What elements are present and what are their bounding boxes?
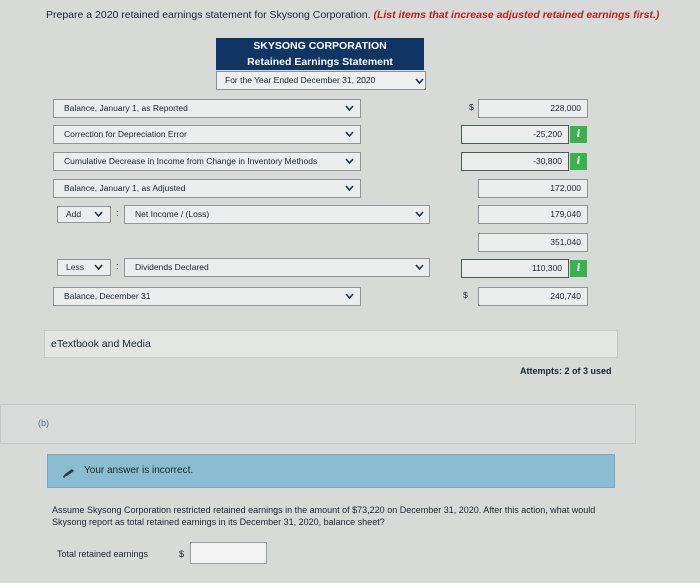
attempts-counter: Attempts: 2 of 3 used bbox=[520, 366, 612, 376]
etextbook-media-label: eTextbook and Media bbox=[51, 338, 151, 350]
row-2-amount-input[interactable] bbox=[461, 125, 569, 144]
colon-separator: : bbox=[116, 208, 119, 218]
instructions-text: Prepare a 2020 retained earnings statement for Skysong Corporation. bbox=[46, 9, 371, 21]
colon-separator: : bbox=[116, 261, 119, 271]
chevron-down-icon bbox=[415, 210, 423, 218]
chevron-down-icon bbox=[345, 104, 353, 112]
chevron-down-icon bbox=[345, 292, 353, 300]
pencil-icon bbox=[62, 465, 76, 483]
row-4-label-select[interactable] bbox=[53, 179, 361, 198]
row-2-label: Correction for Depreciation Error bbox=[64, 129, 187, 139]
less-operator-value: Less bbox=[66, 262, 84, 272]
chevron-down-icon bbox=[415, 77, 423, 85]
feedback-banner bbox=[47, 454, 615, 488]
row-5-amount-input[interactable] bbox=[478, 205, 588, 224]
period-select[interactable] bbox=[216, 71, 426, 90]
row-3-label-select[interactable] bbox=[53, 152, 361, 171]
row-1-label: Balance, January 1, as Reported bbox=[64, 103, 188, 113]
row-5-label: Net Income / (Loss) bbox=[135, 209, 210, 219]
chevron-down-icon bbox=[345, 157, 353, 165]
period-select-value: For the Year Ended December 31, 2020 bbox=[225, 75, 376, 85]
row-5-label-select[interactable] bbox=[124, 205, 430, 224]
row-1-label-select[interactable] bbox=[53, 99, 361, 118]
row-3-amount-input[interactable] bbox=[461, 152, 569, 171]
row-8-amount-input[interactable] bbox=[478, 287, 588, 306]
chevron-down-icon bbox=[415, 263, 423, 271]
row-7-label: Dividends Declared bbox=[135, 262, 209, 272]
row-1-dollar: $ bbox=[469, 102, 474, 112]
part-b-question: Assume Skysong Corporation restricted retained earnings in the amount of $73,220 on December 31, 2020. After this action, what would Skysong report as total retained earnings in its December 31, 2020, balance sheet? bbox=[52, 505, 596, 527]
subtotal-input[interactable] bbox=[478, 233, 588, 252]
instructions bbox=[46, 9, 659, 21]
row-8-label: Balance, December 31 bbox=[64, 291, 151, 301]
part-b-label: (b) bbox=[38, 418, 49, 428]
row-2-label-select[interactable] bbox=[53, 125, 361, 144]
row-5-amount: 179,040 bbox=[550, 209, 581, 219]
chevron-down-icon bbox=[94, 210, 102, 218]
row-1-amount: 228,000 bbox=[550, 103, 581, 113]
total-retained-earnings-input[interactable] bbox=[190, 542, 267, 564]
total-retained-earnings-label: Total retained earnings bbox=[57, 549, 149, 559]
info-icon[interactable]: i bbox=[570, 126, 587, 143]
info-icon[interactable]: i bbox=[570, 260, 587, 277]
info-icon[interactable]: i bbox=[570, 153, 587, 170]
row-8-dollar: $ bbox=[463, 290, 468, 300]
chevron-down-icon bbox=[345, 184, 353, 192]
etextbook-media-bar[interactable] bbox=[44, 330, 618, 358]
statement-title: Retained Earnings Statement bbox=[216, 54, 424, 70]
row-7-amount-input[interactable] bbox=[461, 259, 569, 278]
instructions-emphasis: (List items that increase adjusted retained earnings first.) bbox=[373, 9, 660, 21]
part-b-header bbox=[0, 404, 636, 444]
row-8-amount: 240,740 bbox=[550, 291, 581, 301]
row-3-label: Cumulative Decrease in Income from Change in Inventory Methods bbox=[64, 156, 318, 166]
row-4-amount-input[interactable] bbox=[478, 179, 588, 198]
row-1-amount-input[interactable] bbox=[478, 99, 588, 118]
row-7-label-select[interactable] bbox=[124, 258, 430, 277]
total-dollar-sign: $ bbox=[179, 549, 185, 559]
feedback-text: Your answer is incorrect. bbox=[84, 465, 194, 476]
row-2-amount: -25,200 bbox=[533, 129, 562, 139]
row-3-amount: -30,800 bbox=[533, 156, 562, 166]
row-7-amount: 110,300 bbox=[531, 263, 562, 273]
add-operator-value: Add bbox=[66, 209, 82, 219]
row-4-amount: 172,000 bbox=[550, 183, 581, 193]
row-4-label: Balance, January 1, as Adjusted bbox=[64, 183, 186, 193]
company-name: SKYSONG CORPORATION bbox=[216, 38, 424, 54]
row-8-label-select[interactable] bbox=[53, 287, 361, 306]
chevron-down-icon bbox=[94, 263, 102, 271]
chevron-down-icon bbox=[345, 130, 353, 138]
subtotal-amount: 351,040 bbox=[550, 237, 581, 247]
